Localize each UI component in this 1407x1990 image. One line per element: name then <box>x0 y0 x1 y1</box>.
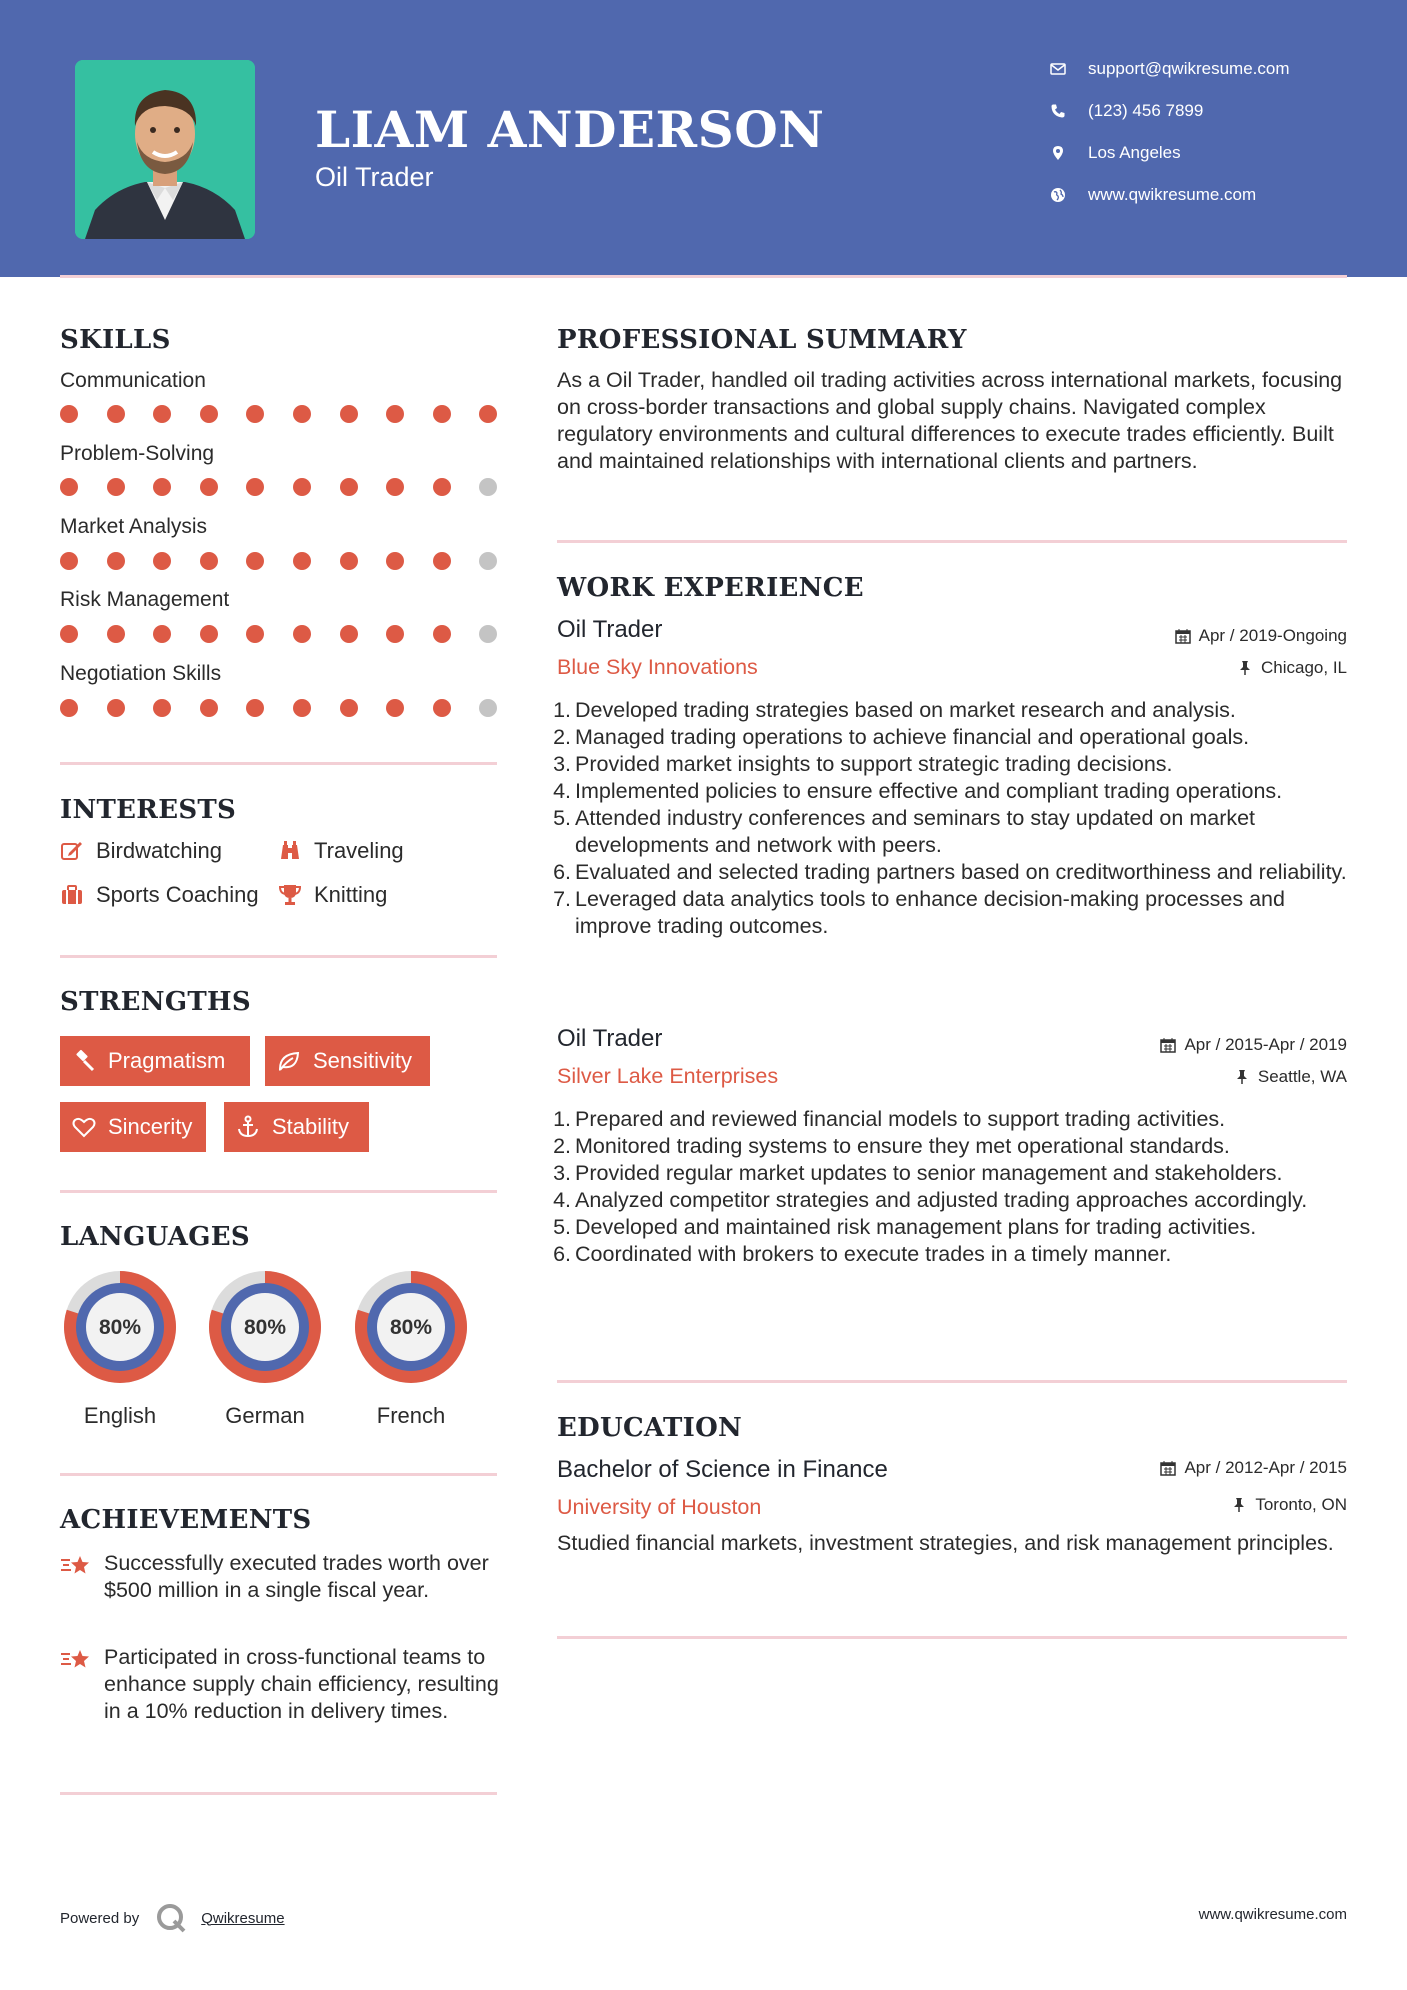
language-name: English <box>83 1403 157 1428</box>
skill-dot-filled <box>433 552 451 570</box>
education-location-text: Toronto, ON <box>1255 1495 1347 1514</box>
skill-rating <box>60 699 500 719</box>
skill-dot-filled <box>340 699 358 717</box>
section-divider <box>557 1380 1347 1383</box>
skill-dot-filled <box>200 478 218 496</box>
summary-heading: PROFESSIONAL SUMMARY <box>557 325 967 355</box>
skill-dot-filled <box>386 625 404 643</box>
skill-dot-filled <box>107 478 125 496</box>
language-percent: 80% <box>389 1316 433 1339</box>
skill-dot-filled <box>246 478 264 496</box>
binoculars-icon <box>278 839 302 863</box>
job-bullets <box>553 697 1347 940</box>
skill-dot-filled <box>433 625 451 643</box>
skill-dot-filled <box>246 625 264 643</box>
list-item: 4. Analyzed competitor strategies and adjusted trading approaches accordingly. <box>553 1188 1308 1212</box>
shooting-star-icon <box>60 1646 92 1674</box>
skill-dot-filled <box>153 625 171 643</box>
job-dates <box>1175 626 1347 646</box>
skill-dot-filled <box>479 405 497 423</box>
list-item: 5. Developed and maintained risk management plans for trading activities. <box>553 1215 1257 1239</box>
candidate-title: Oil Trader <box>315 162 434 192</box>
section-divider <box>60 1473 497 1476</box>
skill-rating <box>60 625 500 645</box>
skill-dot-filled <box>293 625 311 643</box>
skill-dot-filled <box>60 478 78 496</box>
interest-item <box>60 882 259 908</box>
skill-dot-filled <box>386 699 404 717</box>
strength-badge <box>224 1102 369 1152</box>
school-name: University of Houston <box>557 1495 762 1519</box>
skill-dot-filled <box>107 625 125 643</box>
skill-rating <box>60 552 500 572</box>
skill-dot-filled <box>433 699 451 717</box>
skill-dot-filled <box>107 405 125 423</box>
edit-icon <box>60 839 84 863</box>
summary-text: As a Oil Trader, handled oil trading activities across international markets, focusing on cross-border transactions and global supply chains. Navigated complex regulatory environments and cultural differences to execute trades efficiently. Built and maintained relationships with international clients and partners. <box>557 368 1343 473</box>
education-description: Studied financial markets, investment strategies, and risk management principles. <box>557 1531 1334 1555</box>
calendar-icon <box>1160 1460 1176 1476</box>
skill-dot-filled <box>153 699 171 717</box>
skill-dot-filled <box>433 405 451 423</box>
skill-dot-filled <box>153 478 171 496</box>
powered-by <box>60 1902 285 1934</box>
list-item: 7. Leveraged data analytics tools to enhance decision-making processes and improve trading outcomes. <box>553 887 1285 938</box>
interest-label: Birdwatching <box>96 838 222 863</box>
job-location <box>1234 1067 1347 1087</box>
skills-heading: SKILLS <box>60 325 171 355</box>
strength-label: Sensitivity <box>313 1048 413 1073</box>
contact-website-text: www.qwikresume.com <box>1088 185 1257 204</box>
job-location <box>1237 658 1347 678</box>
language-name: German <box>225 1403 305 1428</box>
skill-name: Problem-Solving <box>60 442 215 465</box>
language-name: French <box>376 1403 446 1428</box>
section-divider <box>557 540 1347 543</box>
language-item <box>203 1265 327 1428</box>
skill-dot-filled <box>246 552 264 570</box>
skill-dot-filled <box>200 625 218 643</box>
degree-title: Bachelor of Science in Finance <box>557 1456 888 1483</box>
contact-phone[interactable] <box>1050 96 1380 126</box>
skill-dot-filled <box>293 405 311 423</box>
contact-phone-text: (123) 456 7899 <box>1088 101 1204 120</box>
phone-icon <box>1050 103 1066 119</box>
skill-dot-filled <box>386 405 404 423</box>
shooting-star-icon <box>60 1552 92 1580</box>
section-divider <box>60 762 497 765</box>
skill-dot-filled <box>200 405 218 423</box>
skill-dot-filled <box>153 552 171 570</box>
skill-rating <box>60 478 500 498</box>
skill-dot-filled <box>340 478 358 496</box>
skill-dot-filled <box>246 405 264 423</box>
job-dates <box>1160 1035 1347 1055</box>
list-item: 1. Developed trading strategies based on market research and analysis. <box>553 698 1236 722</box>
strength-badge <box>60 1102 206 1152</box>
list-item: 2. Monitored trading systems to ensure they met operational standards. <box>553 1134 1230 1158</box>
skill-dot-filled <box>293 699 311 717</box>
list-item: 3. Provided regular market updates to senior management and stakeholders. <box>553 1161 1283 1185</box>
skill-dot-filled <box>386 478 404 496</box>
skill-dot-filled <box>340 405 358 423</box>
profile-photo <box>75 60 255 239</box>
interest-item <box>60 838 222 864</box>
pushpin-icon <box>1231 1497 1247 1513</box>
interest-label: Knitting <box>314 882 388 907</box>
skill-name: Negotiation Skills <box>60 662 222 685</box>
contact-location <box>1050 138 1380 168</box>
skill-dot-empty <box>479 625 497 643</box>
achievement-item <box>60 1644 500 1725</box>
qwikresume-logo-icon <box>155 1902 187 1934</box>
experience-heading: WORK EXPERIENCE <box>557 573 864 603</box>
language-ring <box>349 1265 473 1389</box>
languages-heading: LANGUAGES <box>60 1222 250 1252</box>
pushpin-icon <box>1237 660 1253 676</box>
header-divider <box>60 275 1347 278</box>
section-divider <box>60 955 497 958</box>
list-item: 2. Managed trading operations to achieve financial and operational goals. <box>553 725 1250 749</box>
gavel-icon <box>72 1049 96 1073</box>
interests-heading: INTERESTS <box>60 795 237 825</box>
candidate-name: LIAM ANDERSON <box>315 100 825 159</box>
calendar-icon <box>1160 1037 1176 1053</box>
contact-email-text: support@qwikresume.com <box>1088 59 1290 78</box>
job-bullets <box>553 1106 1347 1268</box>
envelope-icon <box>1050 61 1066 77</box>
skill-dot-filled <box>60 699 78 717</box>
skill-dot-filled <box>107 552 125 570</box>
job-dates-text: Apr / 2019-Ongoing <box>1198 626 1347 645</box>
skill-dot-empty <box>479 552 497 570</box>
language-ring <box>203 1265 327 1389</box>
contact-location-text: Los Angeles <box>1088 143 1181 162</box>
list-item: 6. Coordinated with brokers to execute trades in a timely manner. <box>553 1242 1172 1266</box>
job-title: Oil Trader <box>557 1025 663 1052</box>
footer-website[interactable]: www.qwikresume.com <box>1198 1906 1347 1923</box>
interest-item <box>278 882 387 908</box>
job-location-text: Chicago, IL <box>1261 658 1347 677</box>
contact-website[interactable] <box>1050 180 1380 210</box>
skill-dot-filled <box>293 478 311 496</box>
skill-dot-filled <box>340 552 358 570</box>
calendar-icon <box>1175 628 1191 644</box>
job-company: Silver Lake Enterprises <box>557 1064 779 1088</box>
powered-by-label: Powered by <box>60 1909 140 1927</box>
skill-dot-filled <box>60 552 78 570</box>
list-item: 5. Attended industry conferences and seminars to stay updated on market developments and network with peers. <box>553 806 1256 857</box>
job-location-text: Seattle, WA <box>1257 1067 1347 1086</box>
skill-dot-filled <box>246 699 264 717</box>
achievements-heading: ACHIEVEMENTS <box>60 1505 312 1535</box>
qwikresume-link[interactable]: Qwikresume <box>201 1909 285 1927</box>
list-item: 1. Prepared and reviewed financial models to support trading activities. <box>553 1107 1226 1131</box>
strength-label: Pragmatism <box>108 1048 226 1073</box>
list-item: 3. Provided market insights to support strategic trading decisions. <box>553 752 1173 776</box>
skill-dot-filled <box>340 625 358 643</box>
heart-icon <box>72 1115 96 1139</box>
skill-dot-filled <box>433 478 451 496</box>
leaf-icon <box>277 1049 301 1073</box>
education-dates <box>1160 1458 1347 1478</box>
language-percent: 80% <box>243 1316 287 1339</box>
section-divider <box>60 1190 497 1193</box>
interest-label: Sports Coaching <box>96 882 259 907</box>
list-item: 6. Evaluated and selected trading partners based on creditworthiness and reliability. <box>553 860 1347 884</box>
strength-label: Sincerity <box>108 1114 193 1139</box>
education-dates-text: Apr / 2012-Apr / 2015 <box>1184 1458 1347 1477</box>
resume-header <box>0 0 1407 277</box>
trophy-icon <box>278 883 302 907</box>
section-divider <box>557 1636 1347 1639</box>
strength-badge <box>265 1036 430 1086</box>
contact-email[interactable] <box>1050 54 1380 84</box>
strength-badge <box>60 1036 250 1086</box>
achievement-text: Successfully executed trades worth over $500 million in a single fiscal year. <box>104 1551 489 1602</box>
skill-dot-empty <box>479 478 497 496</box>
language-item <box>349 1265 473 1428</box>
skill-dot-filled <box>60 405 78 423</box>
achievement-item <box>60 1550 500 1604</box>
skill-name: Market Analysis <box>60 515 208 538</box>
strength-label: Stability <box>272 1114 350 1139</box>
interest-item <box>278 838 404 864</box>
skill-dot-filled <box>153 405 171 423</box>
section-divider <box>60 1792 497 1795</box>
list-item: 4. Implemented policies to ensure effective and compliant trading operations. <box>553 779 1283 803</box>
language-item <box>58 1265 182 1428</box>
language-ring <box>58 1265 182 1389</box>
skill-name: Risk Management <box>60 588 230 611</box>
skill-name: Communication <box>60 369 206 392</box>
anchor-icon <box>236 1115 260 1139</box>
education-heading: EDUCATION <box>557 1413 743 1443</box>
skill-dot-filled <box>293 552 311 570</box>
globe-icon <box>1050 187 1066 203</box>
skill-dot-filled <box>200 552 218 570</box>
skill-dot-filled <box>200 699 218 717</box>
strengths-heading: STRENGTHS <box>60 987 251 1017</box>
skill-dot-empty <box>479 699 497 717</box>
interest-label: Traveling <box>314 838 404 863</box>
achievement-text: Participated in cross-functional teams to enhance supply chain efficiency, resulting in a 10% reduction in delivery times. <box>104 1645 499 1723</box>
job-dates-text: Apr / 2015-Apr / 2019 <box>1184 1035 1347 1054</box>
education-location <box>1231 1495 1347 1515</box>
skill-dot-filled <box>107 699 125 717</box>
skill-dot-filled <box>60 625 78 643</box>
map-pin-icon <box>1050 145 1066 161</box>
skill-dot-filled <box>386 552 404 570</box>
language-percent: 80% <box>98 1316 142 1339</box>
job-title: Oil Trader <box>557 616 663 643</box>
job-company: Blue Sky Innovations <box>557 655 758 679</box>
skill-rating <box>60 405 500 425</box>
briefcase-icon <box>60 883 84 907</box>
pushpin-icon <box>1234 1069 1250 1085</box>
